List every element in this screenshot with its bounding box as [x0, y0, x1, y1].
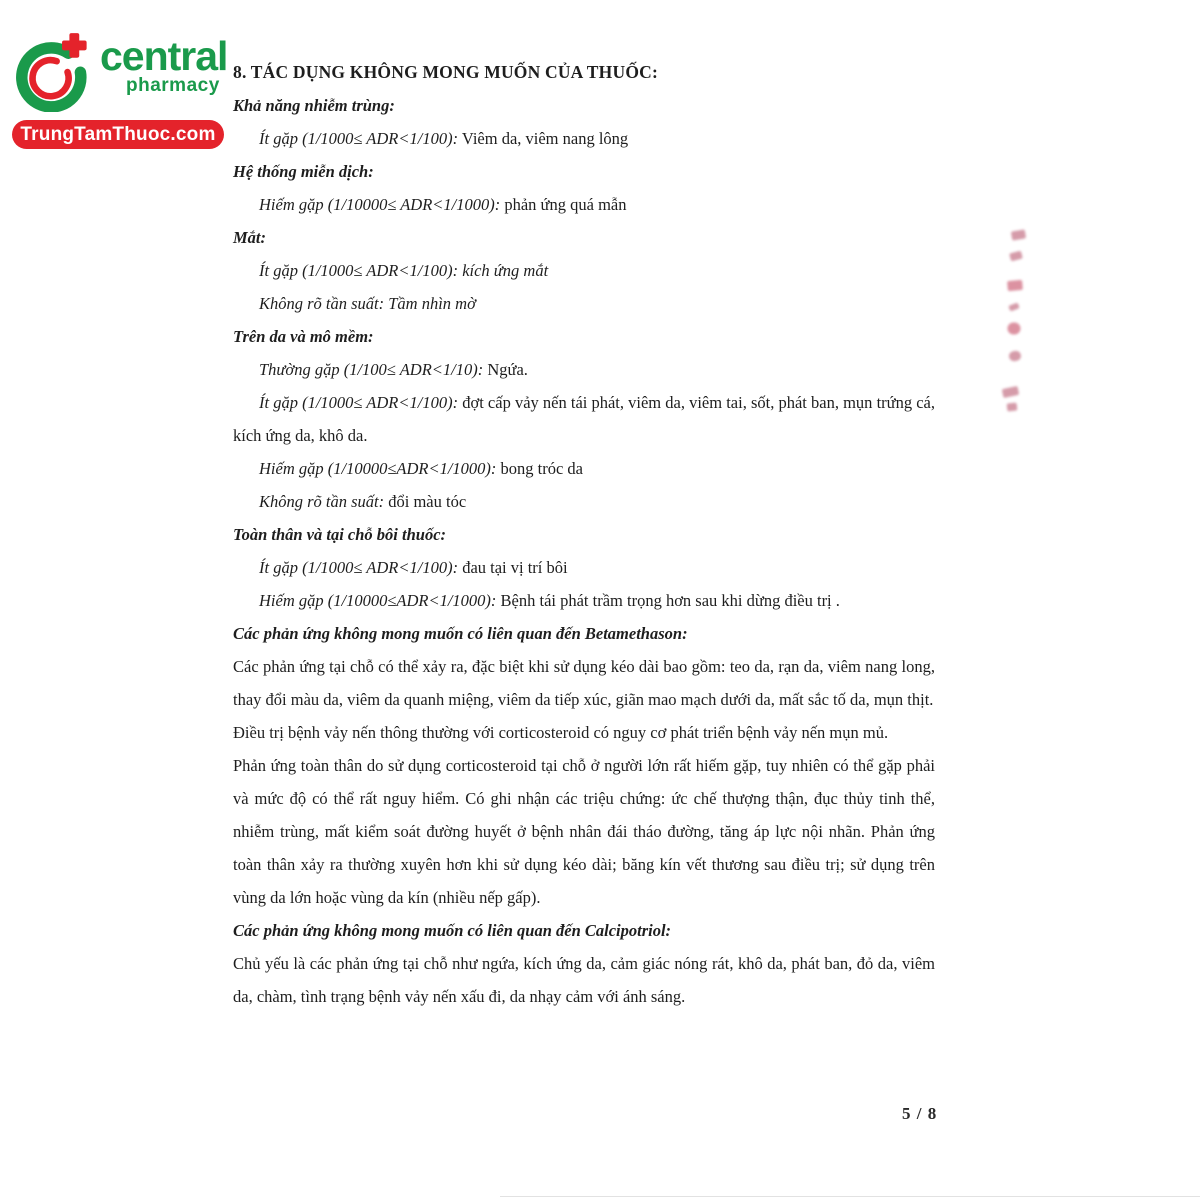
doc-block-section-3: Hệ thống miễn dịch: [233, 162, 374, 181]
frequency-description: đổi màu tóc [384, 492, 467, 511]
frequency-label: Hiếm gặp (1/10000≤ADR<1/1000): [259, 591, 497, 610]
frequency-description: bong tróc da [496, 459, 584, 478]
frequency-description: đợt cấp vảy nến tái phát, viêm da, viêm tai, sốt, phát ban, mụn trứng cá, kích ứng da, khô da. [233, 393, 935, 445]
doc-block-section-16: Các phản ứng không mong muốn có liên quan đến Betamethason: [233, 624, 688, 643]
doc-block-section-20: Các phản ứng không mong muốn có liên quan đến Calcipotriol: [233, 921, 672, 940]
doc-block-section-1: Khả năng nhiễm trùng: [233, 96, 395, 115]
doc-block-section-5: Mắt: [233, 228, 266, 247]
frequency-description: Viêm da, viêm nang lông [458, 129, 629, 148]
doc-block-body-18: Điều trị bệnh vảy nến thông thường với corticosteroid có nguy cơ phát triển bệnh vảy nến mụn mủ. [233, 723, 889, 742]
frequency-description: Ngứa. [483, 360, 528, 379]
frequency-label: Ít gặp (1/1000≤ ADR<1/100): [259, 393, 459, 412]
frequency-label: Ít gặp (1/1000≤ ADR<1/100): kích ứng mắt [259, 261, 549, 280]
frequency-description: Bệnh tái phát trầm trọng hơn sau khi dừng điều trị . [496, 591, 840, 610]
doc-block-section-13: Toàn thân và tại chỗ bôi thuốc: [233, 525, 447, 544]
pharmacy-logo-icon [12, 28, 94, 112]
frequency-label: Không rõ tần suất: Tầm nhìn mờ [259, 294, 476, 313]
doc-block-freq-7 [233, 287, 935, 320]
stamp-marks [1002, 226, 1032, 416]
doc-block-freq-11 [233, 452, 935, 485]
doc-block-freq-4 [233, 188, 935, 221]
doc-block-freq-15 [233, 584, 935, 617]
doc-block-section-8: Trên da và mô mềm: [233, 327, 374, 346]
document-blocks [233, 56, 935, 1013]
frequency-label: Hiếm gặp (1/10000≤ ADR<1/1000): [259, 195, 501, 214]
frequency-label: Hiếm gặp (1/10000≤ADR<1/1000): [259, 459, 497, 478]
doc-block-freq-10 [233, 386, 935, 452]
doc-block-body-19: Phản ứng toàn thân do sử dụng corticosteroid tại chỗ ở người lớn rất hiếm gặp, tuy nhiên có thể gặp phải và mức độ có thể rất nguy hiểm. Có ghi nhận các triệu chứng: ức chế thượng thận, đục thủy tinh thể, nhiễm trùng, mất kiểm soát đường huyết ở bệnh nhân đái tháo đường, tăng áp lực nội nhãn. Phản ứng toàn thân xảy ra thường xuyên hơn khi sử dụng kéo dài; băng kín vết thương sau điều trị; sử dụng trên vùng da lớn hoặc vùng da kín (nhiều nếp gấp). [233, 756, 935, 907]
logo-sub-text: pharmacy [126, 75, 220, 96]
doc-block-body-17: Các phản ứng tại chỗ có thể xảy ra, đặc biệt khi sử dụng kéo dài bao gồm: teo da, rạn da, viêm nang long, thay đổi màu da, viêm da quanh miệng, viêm da tiếp xúc, giãn mao mạch dưới da, mất sắc tố da, mụn thịt. [233, 657, 935, 709]
doc-block-heading-0: 8. TÁC DỤNG KHÔNG MONG MUỐN CỦA THUỐC: [233, 62, 659, 82]
frequency-label: Thường gặp (1/100≤ ADR<1/10): [259, 360, 484, 379]
logo-banner-text: TrungTamThuoc.com [20, 123, 216, 145]
doc-block-freq-2 [233, 122, 935, 155]
doc-block-body-21: Chủ yếu là các phản ứng tại chỗ như ngứa, kích ứng da, cảm giác nóng rát, khô da, phát ban, đỏ da, viêm da, chàm, tình trạng bệnh vảy nến xấu đi, da nhạy cảm với ánh sáng. [233, 954, 935, 1006]
doc-block-freq-12 [233, 485, 935, 518]
logo-brand-text: central [100, 33, 228, 79]
doc-block-freq-9 [233, 353, 935, 386]
frequency-label: Không rõ tần suất: [259, 492, 385, 511]
frequency-label: Ít gặp (1/1000≤ ADR<1/100): [259, 558, 459, 577]
frequency-description: phản ứng quá mẫn [500, 195, 627, 214]
frequency-label: Ít gặp (1/1000≤ ADR<1/100): [259, 129, 459, 148]
central-pharmacy-logo [12, 28, 237, 149]
logo-banner [12, 120, 224, 149]
frequency-description: đau tại vị trí bôi [458, 558, 568, 577]
scan-edge-line [500, 1196, 1200, 1197]
page-number: 5 / 8 [902, 1104, 938, 1123]
doc-block-freq-14 [233, 551, 935, 584]
doc-block-freq-6 [233, 254, 935, 287]
